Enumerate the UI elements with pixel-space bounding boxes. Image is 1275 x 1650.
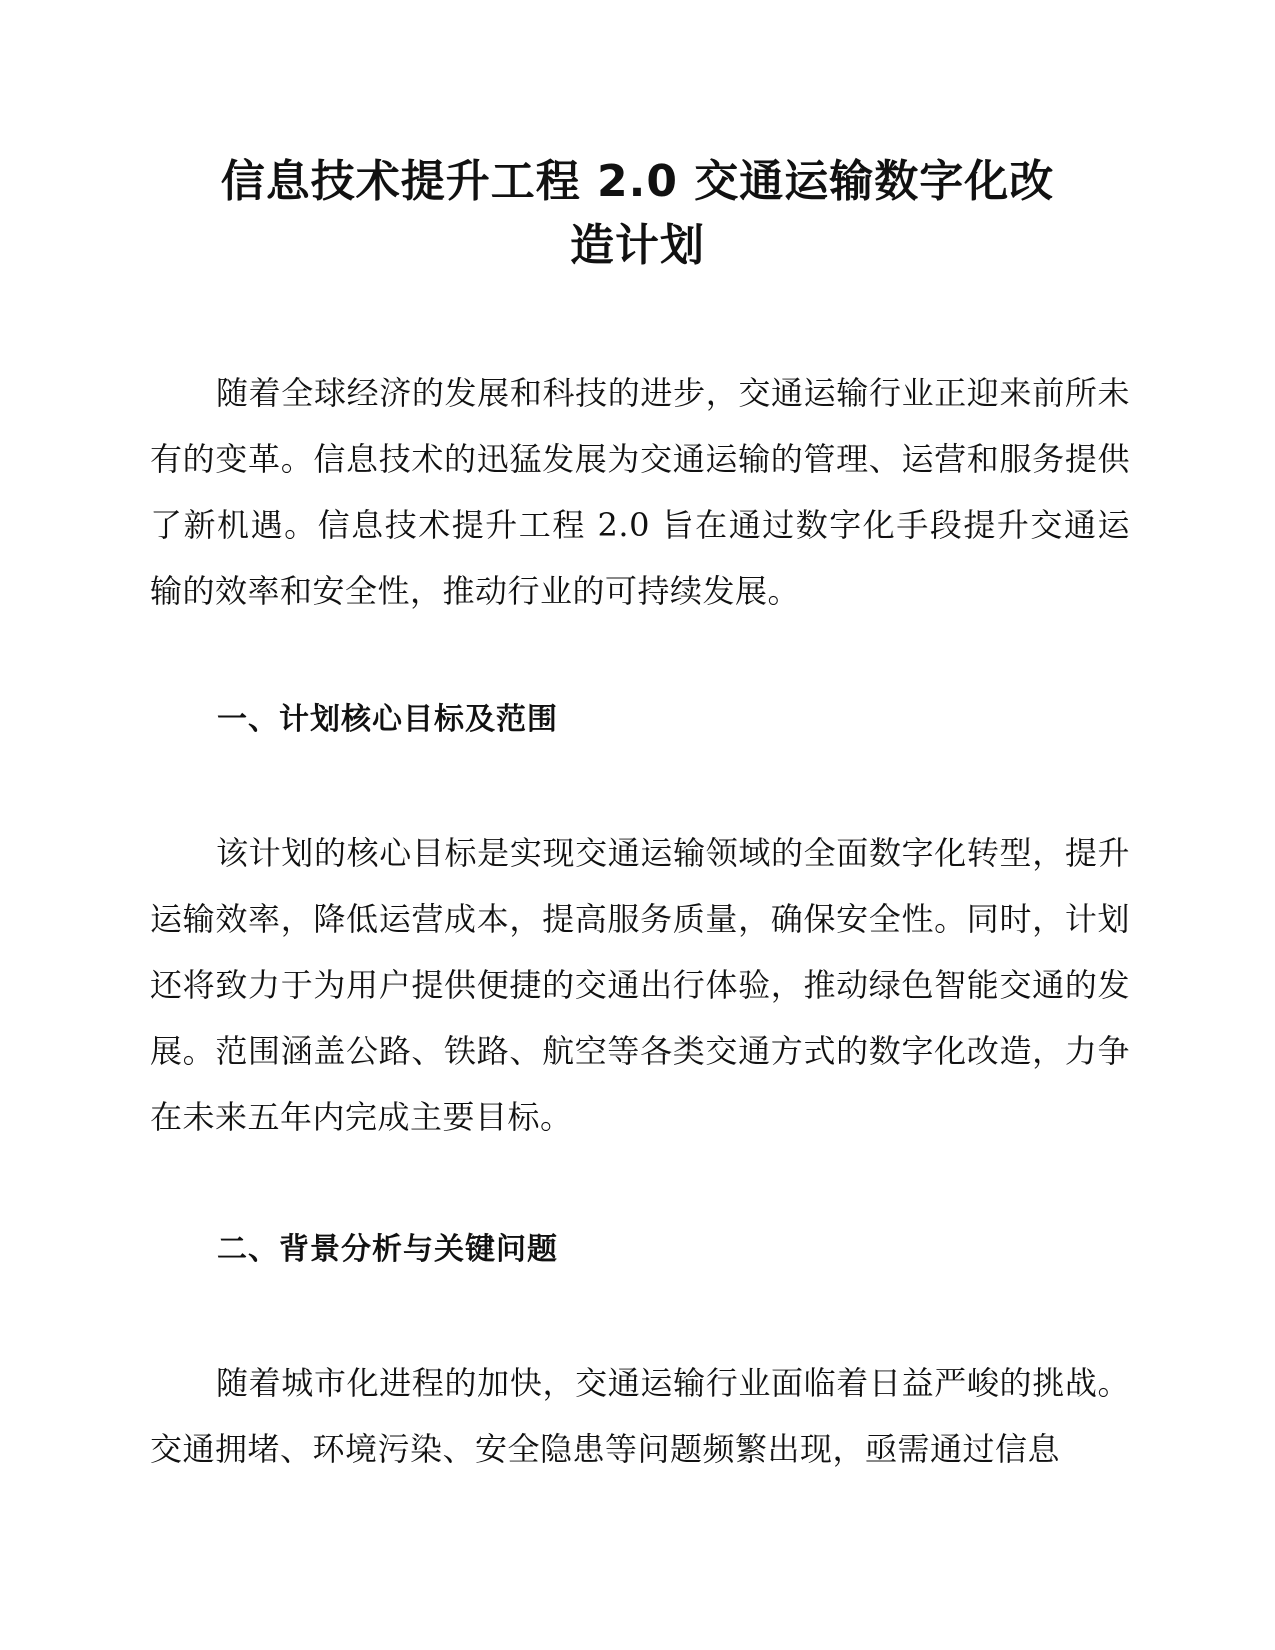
document-title [150, 150, 1125, 278]
section-2-paragraph: 随着城市化进程的加快，交通运输行业面临着日益严峻的挑战。交通拥堵、环境污染、安全隐患等问题频繁出现，亟需通过信息 [150, 1364, 1130, 1468]
intro-paragraph: 随着全球经济的发展和科技的进步，交通运输行业正迎来前所未有的变革。信息技术的迅猛发展为交通运输的管理、运营和服务提供了新机遇。信息技术提升工程 2.0 旨在通过数字化手段提升交通运输的效率和安全性，推动行业的可持续发展。 [150, 374, 1130, 610]
document-title-line-1: 信息技术提升工程 2.0 交通运输数字化改 [220, 156, 1055, 207]
section-2-heading: 二、背景分析与关键问题 [217, 1232, 558, 1267]
document-title-line-2: 造计划 [570, 220, 705, 271]
section-1-paragraph: 该计划的核心目标是实现交通运输领域的全面数字化转型，提升运输效率，降低运营成本，提高服务质量，确保安全性。同时，计划还将致力于为用户提供便捷的交通出行体验，推动绿色智能交通的发展。范围涵盖公路、铁路、航空等各类交通方式的数字化改造，力争在未来五年内完成主要目标。 [150, 834, 1130, 1136]
section-1-heading: 一、计划核心目标及范围 [217, 702, 558, 737]
